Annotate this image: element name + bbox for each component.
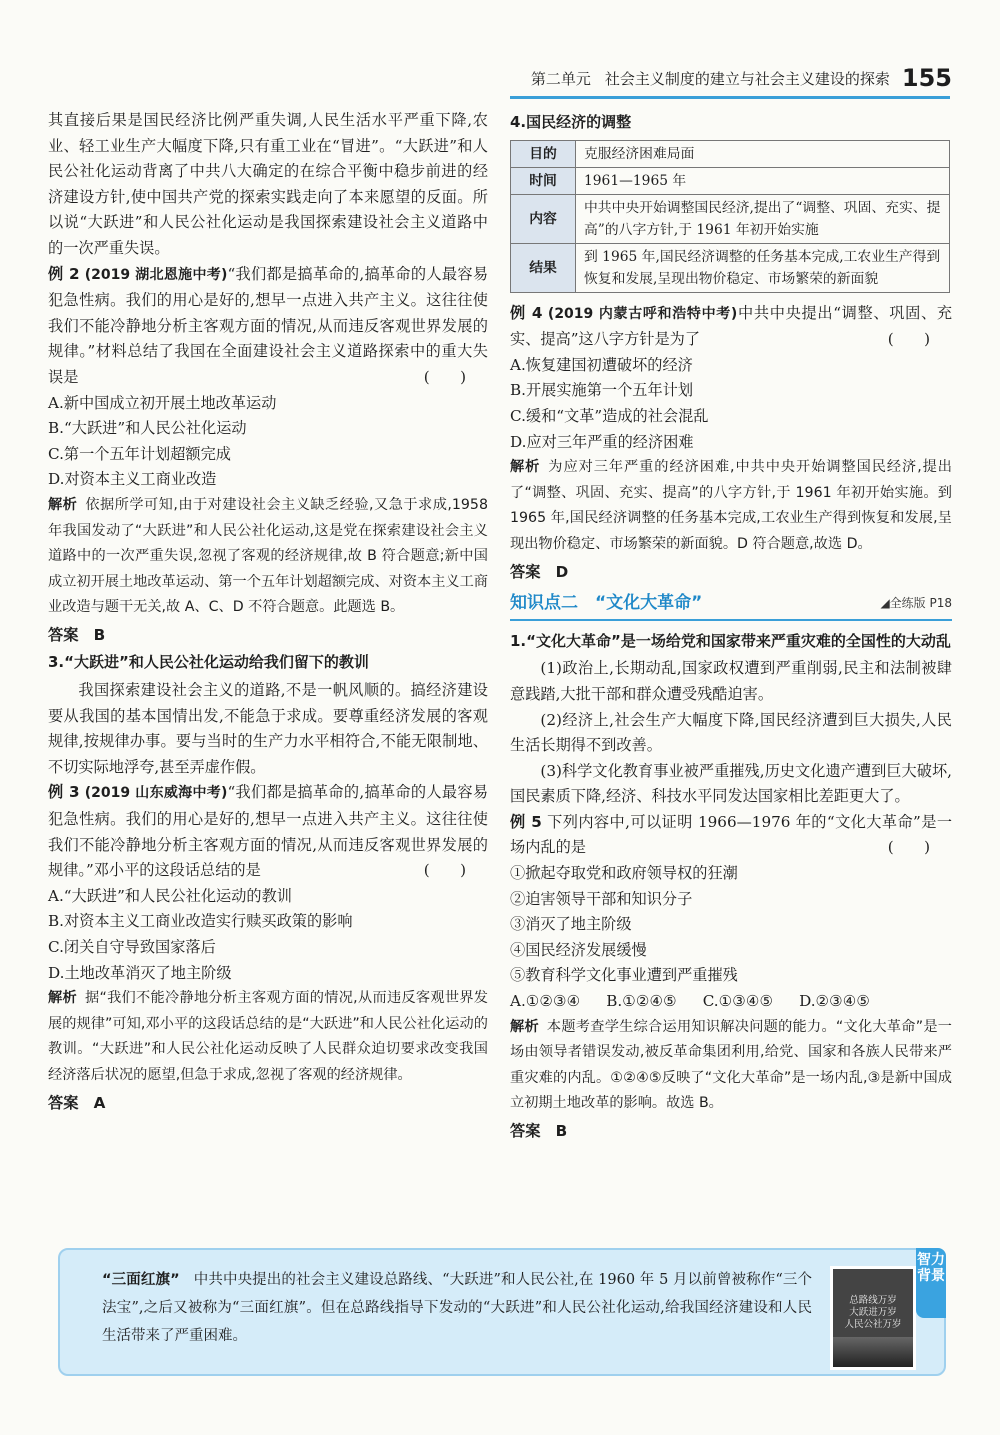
answer-paren: ( )	[887, 330, 930, 349]
left-column	[48, 108, 488, 1116]
example-label: 例 2	[48, 264, 80, 283]
option: D.对资本主义工商业改造	[48, 470, 217, 489]
option: B.“大跃进”和人民公社化运动	[48, 419, 247, 438]
background-info-box	[58, 1248, 946, 1376]
option: B.开展实施第一个五年计划	[510, 381, 694, 400]
table-row: 时间 1961—1965 年	[511, 167, 950, 194]
point: (2)经济上,社会生产大幅度下降,国民经济遭到巨大损失,人民生活长期得不到改善。	[510, 710, 952, 755]
section-4-heading: 4.国民经济的调整	[510, 113, 632, 131]
example-source: (2019 山东威海中考)	[84, 785, 228, 802]
photo-banner: 总路线万岁 大跃进万岁 人民公社万岁	[844, 1295, 902, 1330]
example-4-stem: 例 4 (2019 内蒙古呼和浩特中考)中共中央提出“调整、巩固、充实、提高”这八字方针是为了 ( )	[510, 301, 952, 353]
example-label: 例 5	[510, 812, 542, 831]
option: D.应对三年严重的经济困难	[510, 432, 694, 451]
statement: ③消灭了地主阶级	[510, 915, 632, 934]
example-source: (2019 湖北恩施中考)	[84, 266, 228, 283]
statement: ④国民经济发展缓慢	[510, 940, 647, 959]
point: (1)政治上,长期动乱,国家政权遭到严重削弱,民主和法制被肆意践踏,大批干部和群众遭受残酷迫害。	[510, 659, 952, 703]
table-row: 结果 到 1965 年,国民经济调整的任务基本完成,工农业生产得到恢复和发展,呈现出物价稳定、市场繁荣的新面貌	[511, 243, 950, 292]
unit-label: 第二单元	[530, 69, 591, 88]
option: C.第一个五年计划超额完成	[48, 444, 231, 463]
analysis: 解析 本题考查学生综合运用知识解决问题的能力。“文化大革命”是一场由领导者错误发动,被反革命集团利用,给党、国家和各族人民带来严重灾难的内乱。①②④⑤反映了“文化大革命”是一场内乱,③是新中国成立初期土地改革的影响。故选 B。	[510, 1018, 952, 1112]
option: A.恢复建国初遭破坏的经济	[510, 355, 693, 374]
answer-paren: ( )	[887, 838, 930, 857]
intelligence-background-tab: 智力背景	[916, 1248, 946, 1318]
chapter-title: 社会主义制度的建立与社会主义建设的探索	[604, 69, 890, 88]
answer-paren: ( )	[423, 861, 466, 880]
three-red-flags-photo	[830, 1266, 916, 1370]
section-1-heading: 1.“文化大革命”是一场给党和国家带来严重灾难的全国性的大动乱	[510, 631, 951, 650]
knowledge-point-title: 知识点二 “文化大革命”	[510, 593, 703, 614]
option-row	[510, 989, 952, 1015]
intro-paragraph: 其直接后果是国民经济比例严重失调,人民生活水平严重下降,农业、轻工业生产大幅度下降,只有重工业在“冒进”。“大跃进”和人民公社化运动背离了中共八大确定的在综合平衡中稳步前进的经济建设方针,使中国共产党的探索实践走向了本来愿望的反面。所以说“大跃进”和人民公社化运动是我国探索建设社会主义道路中的一次严重失误。	[48, 111, 488, 257]
right-column	[510, 108, 952, 1145]
background-info-text: “三面红旗” 中共中央提出的社会主义建设总路线、“大跃进”和人民公社,在 1960 年 5 月以前曾被称作“三个法宝”,之后又被称为“三面红旗”。但在总路线指导下发动的“大跃进”和人民公社化运动,给我国经济建设和人民生活带来了严重困难。	[102, 1272, 812, 1344]
analysis: 解析 据“我们不能冷静地分析主客观方面的情况,从而违反客观世界发展的规律”可知,邓小平的这段话总结的是“大跃进”和人民公社化运动的教训。“大跃进”和人民公社化运动反映了人民群众迫切要求改变我国经济落后状况的愿望,但急于求成,忽视了客观的经济规律。	[48, 990, 488, 1083]
knowledge-point-heading	[510, 591, 952, 621]
section-3-heading: 3.“大跃进”和人民公社化运动给我们留下的教训	[48, 653, 369, 672]
option: A.①②③④	[510, 992, 581, 1011]
cross-reference: ◢全练版 P18	[880, 596, 952, 611]
option: B.对资本主义工商业改造实行赎买政策的影响	[48, 912, 353, 931]
analysis: 解析 为应对三年严重的经济困难,中共中央开始调整国民经济,提出了“调整、巩固、充实、提高”的八字方针,于 1961 年初开始实施。到 1965 年,国民经济调整的任务基本完成,工农业生产得到恢复和发展,呈现出物价稳定、市场繁荣的新面貌。D 符合题意,故选 D。	[510, 459, 952, 552]
option: A.“大跃进”和人民公社化运动的教训	[48, 886, 292, 905]
statement: ①掀起夺取党和政府领导权的狂潮	[510, 864, 738, 883]
example-2-stem: 例 2 (2019 湖北恩施中考)“我们都是搞革命的,搞革命的人最容易犯急性病。我们的用心是好的,想早一点进入共产主义。这往往使我们不能冷静地分析主客观方面的情况,从而违反客观世界发展的规律。”材料总结了我国在全面建设社会主义道路探索中的重大失误是 ( )	[48, 262, 488, 391]
statement: ②迫害领导干部和知识分子	[510, 889, 693, 908]
example-3-stem: 例 3 (2019 山东威海中考)“我们都是搞革命的,搞革命的人最容易犯急性病。我们的用心是好的,想早一点进入共产主义。这往往使我们不能冷静地分析主客观方面的情况,从而违反客观世界发展的规律。”邓小平的这段话总结的是 ( )	[48, 780, 488, 883]
header-rule	[510, 96, 950, 99]
example-label: 例 4	[510, 303, 543, 322]
example-5-stem: 例 5 下列内容中,可以证明 1966—1976 年的“文化大革命”是一场内乱的是 ( )	[510, 810, 952, 861]
info-term: “三面红旗”	[102, 1272, 180, 1288]
option: D.②③④⑤	[799, 992, 871, 1011]
example-label: 例 3	[48, 783, 80, 802]
option: C.①③④⑤	[702, 992, 774, 1011]
answer: 答案 D	[510, 562, 569, 581]
analysis: 解析 依据所学可知,由于对建设社会主义缺乏经验,又急于求成,1958 年我国发动了“大跃进”和人民公社化运动,这是党在探索建设社会主义道路中的一次严重失误,忽视了客观的经济规律,故 B 符合题意;新中国成立初开展土地改革运动、第一个五年计划超额完成、对资本主义工商业改造与题干无关,故 A、C、D 不符合题意。此题选 B。	[48, 496, 488, 616]
page-header	[486, 62, 952, 94]
adjustment-table	[510, 140, 950, 293]
option: B.①②④⑤	[606, 992, 677, 1011]
answer: 答案 B	[48, 625, 106, 644]
photo-crowd	[833, 1337, 913, 1367]
option: C.缓和“文革”造成的社会混乱	[510, 406, 709, 425]
table-row: 目的 克服经济困难局面	[511, 140, 950, 167]
table-row: 内容 中共中央开始调整国民经济,提出了“调整、巩固、充实、提高”的八字方针,于 1961 年初开始实施	[511, 194, 950, 243]
section-3-text: 我国探索建设社会主义的道路,不是一帆风顺的。搞经济建设要从我国的基本国情出发,不能急于求成。要尊重经济发展的客观规律,按规律办事。要与当时的生产力水平相符合,不能无限制地、不切实际地浮夸,甚至弄虚作假。	[48, 681, 488, 776]
point: (3)科学文化教育事业被严重摧残,历史文化遗产遭到巨大破坏,国民素质下降,经济、科技水平同发达国家相比差距更大了。	[510, 761, 952, 806]
example-source: (2019 内蒙古呼和浩特中考)	[547, 305, 738, 322]
statement: ⑤教育科学文化事业遭到严重摧残	[510, 966, 738, 985]
option: D.土地改革消灭了地主阶级	[48, 963, 232, 982]
option: A.新中国成立初开展土地改革运动	[48, 393, 277, 412]
option: C.闭关自守导致国家落后	[48, 938, 216, 956]
answer: 答案 A	[48, 1093, 106, 1112]
page-number: 155	[901, 64, 952, 92]
answer: 答案 B	[510, 1122, 568, 1140]
answer-paren: ( )	[423, 367, 466, 386]
